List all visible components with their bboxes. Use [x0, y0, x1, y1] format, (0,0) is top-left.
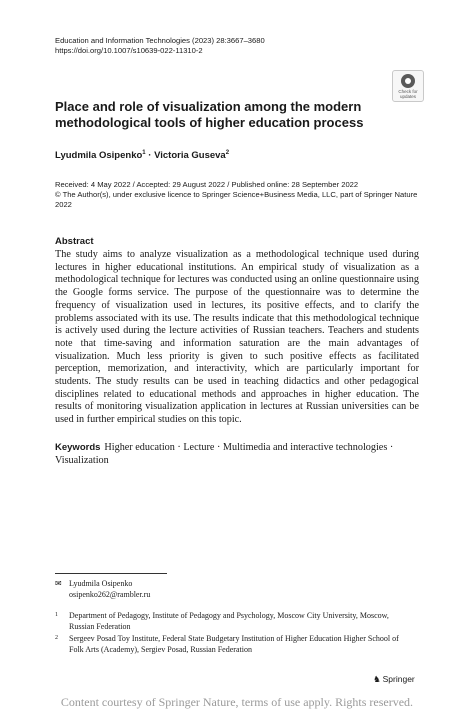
author-name[interactable]: Victoria Guseva	[154, 150, 226, 162]
corresponding-author-email[interactable]: osipenko262@rambler.ru	[69, 590, 151, 599]
affiliation-number: 1	[55, 612, 58, 618]
corresponding-author-name: Lyudmila Osipenko	[69, 579, 133, 588]
keywords-section	[55, 442, 419, 467]
author-affiliation-marker: 2	[225, 150, 230, 156]
affiliation-text: Sergeev Posad Toy Institute, Federal State Budgetary Institution of Higher Education Higher School of Folk Arts (Academy), Sergiev Posad, Russian Federation	[69, 634, 399, 654]
author-list	[55, 150, 229, 161]
affiliation-item	[55, 633, 409, 655]
article-title: Place and role of visualization among the modern methodological tools of higher education process	[55, 99, 364, 130]
courtesy-watermark: Content courtesy of Springer Nature, terms of use apply. Rights reserved.	[60, 695, 414, 709]
check-for-updates-button[interactable]	[392, 70, 424, 102]
affiliation-text: Department of Pedagogy, Institute of Pedagogy and Psychology, Moscow City University, Moscow, Russian Federation	[69, 611, 389, 631]
affiliation-number: 2	[55, 635, 58, 641]
author-affiliation-marker: 1	[142, 150, 146, 156]
publication-dates: Received: 4 May 2022 / Accepted: 29 August 2022 / Published online: 28 September 2022	[55, 180, 359, 189]
keywords-label: Keywords	[55, 442, 101, 453]
check-updates-icon	[401, 74, 415, 88]
author-name[interactable]: Lyudmila Osipenko	[55, 150, 143, 162]
abstract-body: The study aims to analyze visualization as a methodological technique used during lectures in higher educational institutions. An empirical study of visualization as a methodological technique for lectures was conducted using an online questionnaire using the Google forms service. The purpose of the questionnaire was to determine the frequency of visualization used in lectures, its positive effects, and to clarify the problems associated with its use. The results indicate that this methodological technique is actively used during the lecture activities of Russian teachers. Teachers and students note that time-saving and information saturation are the main advantages of visualization. Much less priority is given to such positive effects as facilitated perception, memorization, and interactivity, which are particularly important for students. The study results can be used in teaching didactics and other pedagogical disciplines related to educational methods and approaches in higher education. The results of monitoring visualization application in lectures at Russian universities can be used in further empirical studies on this topic.	[55, 249, 419, 426]
abstract-heading: Abstract	[55, 236, 94, 247]
publisher-name: Springer	[382, 674, 415, 684]
author-separator: ·	[145, 150, 155, 162]
check-updates-label: Check for updates	[398, 89, 418, 99]
keywords-list: Higher education · Lecture · Multimedia and interactive technologies · Visualization	[55, 442, 394, 466]
affiliation-item	[55, 610, 409, 632]
footnote-divider	[55, 573, 167, 574]
doi-link[interactable]: https://doi.org/10.1007/s10639-022-11310-2	[55, 46, 203, 55]
envelope-icon: ✉	[55, 579, 62, 588]
corresponding-author	[55, 578, 150, 600]
journal-citation: Education and Information Technologies (2023) 28:3667–3680	[55, 36, 265, 45]
copyright-notice: © The Author(s), under exclusive licence to Springer Science+Business Media, LLC, part of Springer Nature 2022	[55, 190, 418, 209]
springer-horse-icon: ♞	[373, 675, 381, 685]
publication-history	[55, 180, 425, 210]
springer-logo	[373, 674, 415, 685]
